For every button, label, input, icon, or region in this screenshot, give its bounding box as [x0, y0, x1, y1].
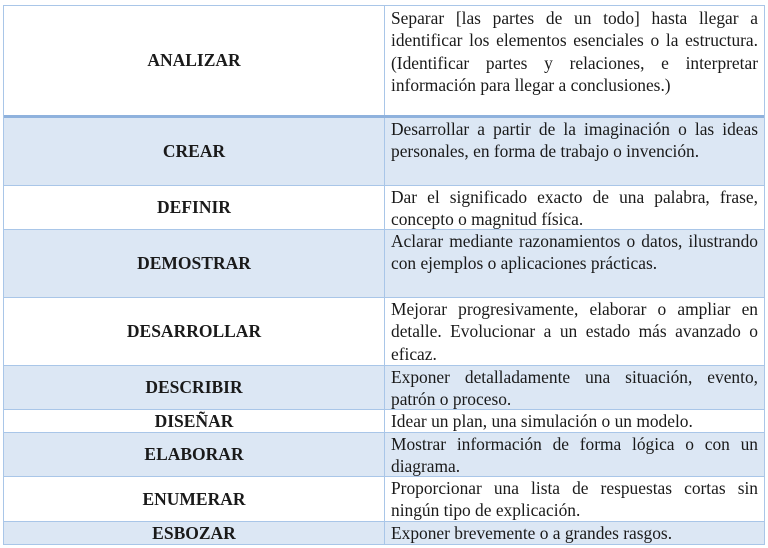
term-cell: ELABORAR: [4, 433, 385, 476]
table-row: [4, 366, 764, 410]
definition-cell: Exponer detalladamente una situación, evento, patrón o proceso.: [391, 367, 758, 410]
table-row: [4, 522, 764, 545]
term-cell: DISEÑAR: [4, 410, 385, 432]
definition-cell: Mejorar progresivamente, elaborar o ampliar en detalle. Evolucionar a un estado más avanzado o eficaz.: [391, 299, 758, 364]
table-row: [4, 410, 764, 433]
definition-cell: Separar [las partes de un todo] hasta llegar a identificar los elementos esenciales o la estructura. (Identificar partes y relaciones, e interpretar información para llegar a conclusiones.): [391, 8, 758, 96]
table-row: [4, 230, 764, 298]
term-cell: DEFINIR: [4, 186, 385, 229]
table-row: [4, 186, 764, 230]
definition-cell: Mostrar información de forma lógica o con un diagrama.: [391, 434, 758, 477]
term-cell: ENUMERAR: [4, 477, 385, 521]
definition-cell: Aclarar mediante razonamientos o datos, ilustrando con ejemplos o aplicaciones prácticas.: [391, 231, 758, 274]
definition-cell: Exponer brevemente o a grandes rasgos.: [391, 523, 673, 543]
definition-cell: Proporcionar una lista de respuestas cortas sin ningún tipo de explicación.: [391, 478, 758, 521]
term-cell: DESARROLLAR: [4, 298, 385, 365]
definition-cell: Dar el significado exacto de una palabra, frase, concepto o magnitud física.: [391, 187, 758, 230]
definition-cell: Idear un plan, una simulación o un modelo.: [391, 411, 693, 431]
table-row: [4, 477, 764, 522]
term-cell: DESCRIBIR: [4, 366, 385, 409]
term-cell: CREAR: [4, 118, 385, 185]
term-cell: ESBOZAR: [4, 522, 385, 544]
term-cell: ANALIZAR: [4, 6, 385, 115]
table-row: [4, 118, 764, 186]
table-row: [4, 298, 764, 366]
term-cell: DEMOSTRAR: [4, 230, 385, 297]
table-row: [4, 433, 764, 477]
table-row: [4, 6, 764, 118]
glossary-table: [3, 5, 765, 545]
definition-cell: Desarrollar a partir de la imaginación o las ideas personales, en forma de trabajo o invención.: [391, 119, 758, 162]
